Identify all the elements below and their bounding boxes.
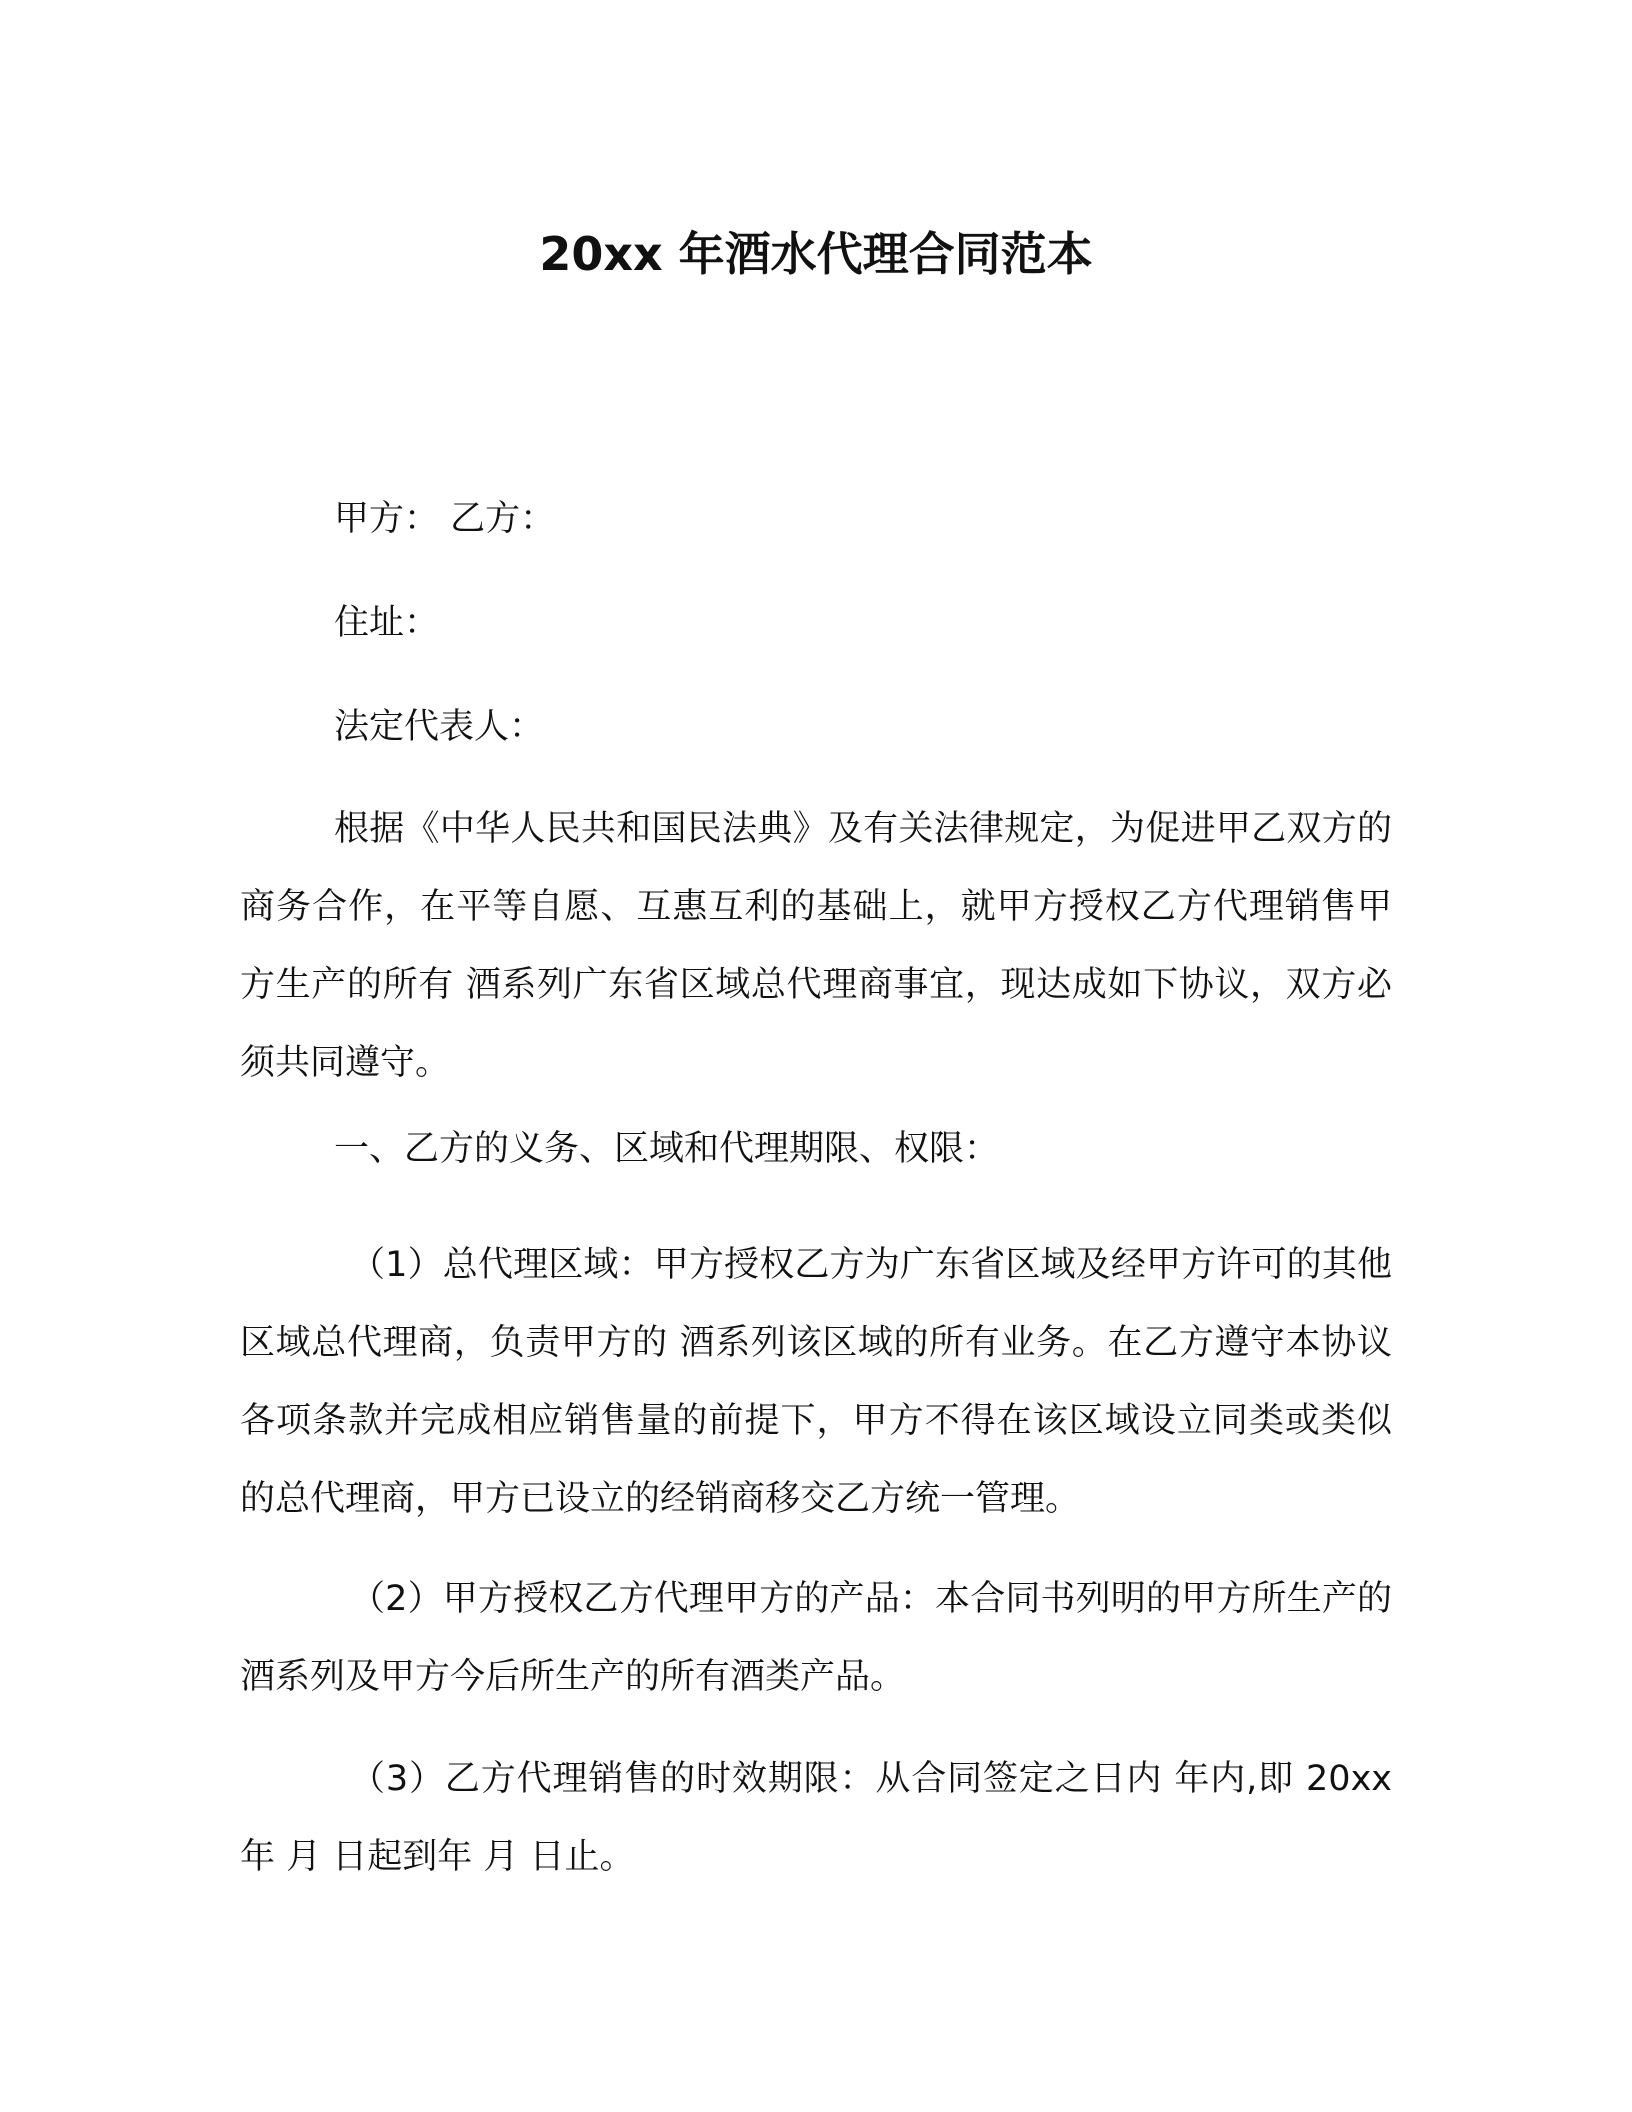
address-line: 住址： (334, 603, 440, 643)
parties-line: 甲方： 乙方： (334, 499, 556, 539)
clause-3: （3）乙方代理销售的时效期限：从合同签定之日内 年内,即 20xx 年 月 日起到年 月 日止。 (240, 1759, 1392, 1877)
clause-2: （2）甲方授权乙方代理甲方的产品：本合同书列明的甲方所生产的 酒系列及甲方今后所生产的所有酒类产品。 (240, 1579, 1392, 1697)
representative-line: 法定代表人： (334, 707, 545, 747)
clause-1: （1）总代理区域：甲方授权乙方为广东省区域及经甲方许可的其他区域总代理商，负责甲方的 酒系列该区域的所有业务。在乙方遵守本协议各项条款并完成相应销售量的前提下，甲方不得在该区域设立同类或类似的总代理商，甲方已设立的经销商移交乙方统一管理。 (240, 1245, 1392, 1519)
section-1-heading: 一、乙方的义务、区域和代理期限、权限： (334, 1129, 1000, 1169)
document-title: 20xx 年酒水代理合同范本 (539, 227, 1093, 281)
intro-paragraph: 根据《中华人民共和国民法典》及有关法律规定，为促进甲乙双方的商务合作，在平等自愿、互惠互利的基础上，就甲方授权乙方代理销售甲方生产的所有 酒系列广东省区域总代理商事宜，现达成如下协议，双方必须共同遵守。 (240, 809, 1392, 1083)
